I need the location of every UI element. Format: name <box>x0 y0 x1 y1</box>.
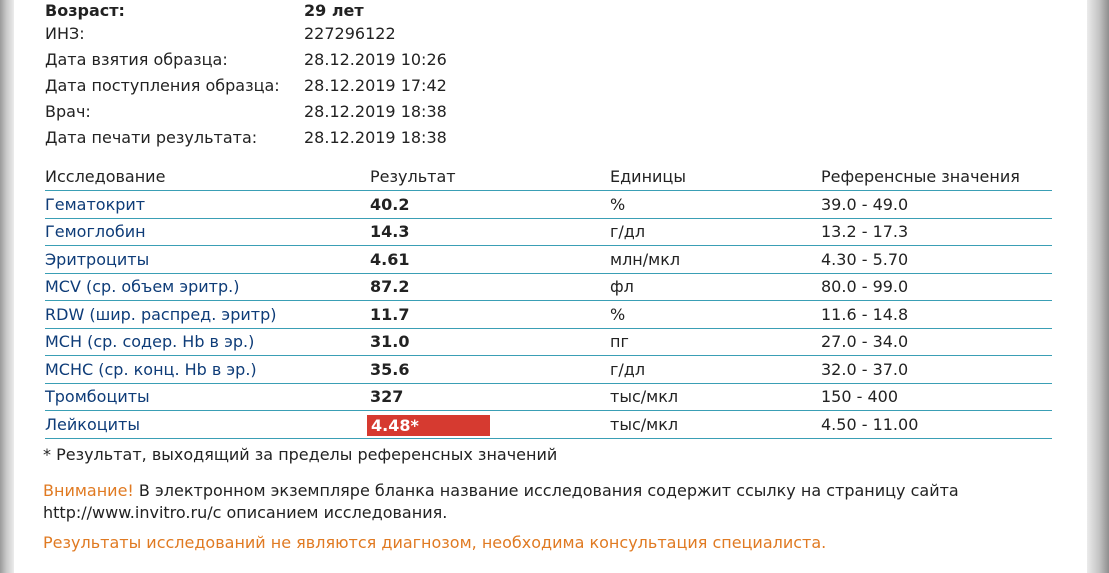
attention-label: Внимание! <box>43 481 134 500</box>
unit: тыс/мкл <box>610 387 679 406</box>
reference-range: 4.50 - 11.00 <box>821 414 919 434</box>
header-reference: Референсные значения <box>821 167 1020 186</box>
unit: фл <box>610 277 634 296</box>
info-value: 227296122 <box>304 24 396 43</box>
table-row <box>45 302 1052 329</box>
unit: тыс/мкл <box>610 414 679 434</box>
table-row <box>45 357 1052 384</box>
unit: г/дл <box>610 222 646 241</box>
attention-note <box>43 480 1033 524</box>
info-value: 28.12.2019 10:26 <box>304 50 447 69</box>
result-value: 327 <box>370 387 404 406</box>
info-label: Возраст: <box>45 1 125 20</box>
unit: % <box>610 194 626 214</box>
result-value: 14.3 <box>370 222 410 241</box>
attention-text-2: с описанием исследования. <box>212 503 448 522</box>
table-row <box>45 384 1052 411</box>
table-row <box>45 412 1052 439</box>
header-result: Результат <box>370 167 456 186</box>
lab-report-page <box>45 0 1055 573</box>
results-table <box>45 164 1052 439</box>
unit: млн/мкл <box>610 249 681 269</box>
reference-range: 13.2 - 17.3 <box>821 222 909 241</box>
reference-range: 150 - 400 <box>821 387 899 406</box>
result-value-flagged: 4.48* <box>367 415 490 436</box>
info-label: Дата поступления образца: <box>45 76 280 95</box>
reference-range: 32.0 - 37.0 <box>821 359 909 379</box>
info-label: Дата взятия образца: <box>45 50 228 69</box>
test-name-link[interactable]: MCV (ср. объем эритр.) <box>45 277 240 296</box>
test-name-link[interactable]: Гемоглобин <box>45 222 146 241</box>
result-value: 87.2 <box>370 277 410 296</box>
unit: г/дл <box>610 359 646 379</box>
test-name-link[interactable]: RDW (шир. распред. эритр) <box>45 304 277 324</box>
unit: % <box>610 304 626 324</box>
test-name-link[interactable]: Эритроциты <box>45 249 150 269</box>
test-name-link[interactable]: MCHC (ср. конц. Hb в эр.) <box>45 359 257 379</box>
table-row <box>45 329 1052 356</box>
result-value: 40.2 <box>370 194 410 214</box>
info-value: 28.12.2019 18:38 <box>304 102 447 121</box>
info-value: 29 лет <box>304 1 364 20</box>
reference-range: 4.30 - 5.70 <box>821 249 909 269</box>
info-value: 28.12.2019 17:42 <box>304 76 447 95</box>
test-name-link[interactable]: Тромбоциты <box>45 387 150 406</box>
test-name-link[interactable]: Лейкоциты <box>45 414 140 434</box>
header-units: Единицы <box>610 167 686 186</box>
unit: пг <box>610 332 629 351</box>
result-value: 35.6 <box>370 359 410 379</box>
reference-range: 11.6 - 14.8 <box>821 304 909 324</box>
test-name-link[interactable]: Гематокрит <box>45 194 146 214</box>
invitro-link[interactable]: http://www.invitro.ru/ <box>43 503 213 522</box>
page-frame-left <box>0 0 14 573</box>
table-row <box>45 247 1052 274</box>
results-table-header <box>45 164 1052 191</box>
disclaimer: Результаты исследований не являются диагнозом, необходима консультация специалиста. <box>43 533 827 552</box>
info-label: Врач: <box>45 102 91 121</box>
reference-range: 27.0 - 34.0 <box>821 332 909 351</box>
info-label: Дата печати результата: <box>45 128 258 147</box>
table-row <box>45 274 1052 301</box>
result-value: 4.61 <box>370 249 410 269</box>
info-value: 28.12.2019 18:38 <box>304 128 447 147</box>
reference-range: 80.0 - 99.0 <box>821 277 909 296</box>
info-label: ИНЗ: <box>45 24 85 43</box>
header-test: Исследование <box>45 167 166 186</box>
table-row <box>45 219 1052 246</box>
reference-range: 39.0 - 49.0 <box>821 194 909 214</box>
footnote: * Результат, выходящий за пределы референсных значений <box>43 445 558 464</box>
attention-text: В электронном экземпляре бланка название исследования содержит ссылку на страницу сайта <box>133 481 959 500</box>
result-value: 11.7 <box>370 304 410 324</box>
table-row <box>45 192 1052 219</box>
page-frame-right <box>1087 0 1109 573</box>
result-value: 31.0 <box>370 332 410 351</box>
test-name-link[interactable]: MCH (ср. содер. Hb в эр.) <box>45 332 255 351</box>
